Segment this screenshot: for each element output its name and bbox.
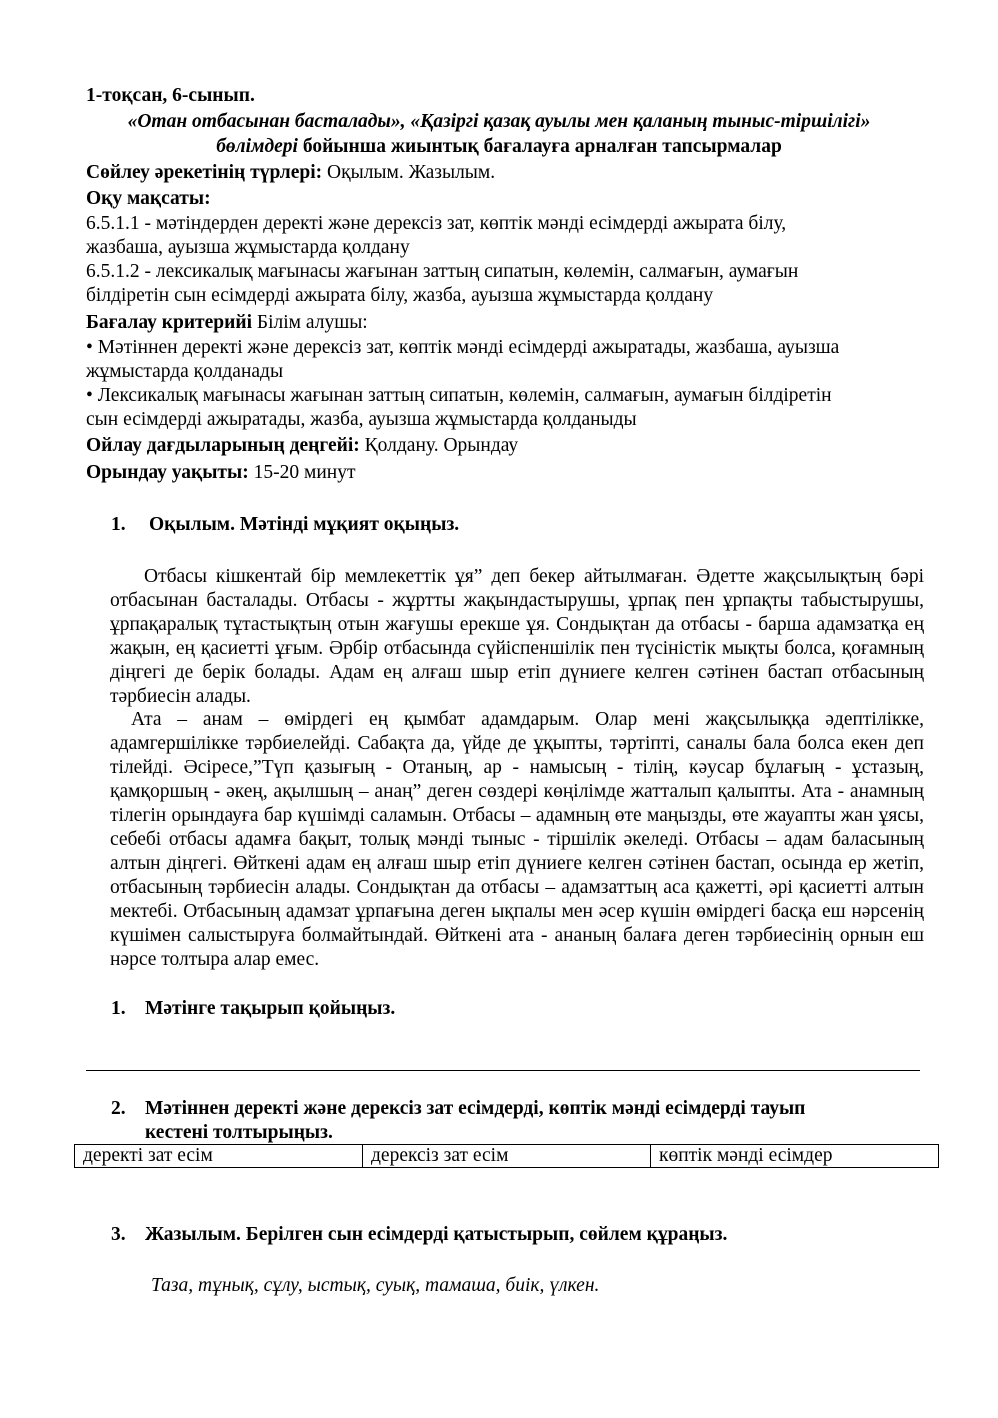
task-title-text: Мәтінге тақырып қойыңыз. xyxy=(145,998,396,1019)
subtitle-rest: бойынша жиынтық бағалауға арналған тапсырмалар xyxy=(297,136,782,157)
column-concrete-nouns[interactable]: деректі зат есім xyxy=(75,1145,363,1168)
speech-value: Оқылым. Жазылым. xyxy=(322,162,496,183)
criterion1-line2: жұмыстарда қолданады xyxy=(86,361,284,382)
task-table-title-line2: кестені толтырыңыз. xyxy=(145,1122,333,1143)
goal1-line2: жазбаша, ауызша жұмыстарда қолдану xyxy=(86,237,410,258)
document-subtitle xyxy=(0,135,998,159)
adjective-list: Таза, тұнық, сұлу, ыстық, суық, тамаша, биік, үлкен. xyxy=(151,1275,600,1296)
criterion2-line2: сын есімдерді ажыратады, жазба, ауызша жұмыстарда қолданыды xyxy=(86,409,637,430)
task-title-number: 1. xyxy=(111,998,126,1019)
task-reading-heading xyxy=(111,513,459,537)
time-label: Орындау уақыты: xyxy=(86,462,249,483)
task-table-title-line1: Мәтіннен деректі және дерексіз зат есімдерді, көптік мәнді есімдерді тауып xyxy=(145,1098,806,1119)
goal1-line1: 6.5.1.1 - мәтіндерден деректі және дерексіз зат, көптік мәнді есімдерді ажырата білу, xyxy=(86,213,787,234)
task-writing-heading xyxy=(111,1223,727,1247)
task-reading-number: 1. xyxy=(111,514,126,535)
criterion1-line1: • Мәтіннен деректі және дерексіз зат, көптік мәнді есімдерді ажыратады, жазбаша, ауызша xyxy=(86,337,840,358)
goal2-line1: 6.5.1.2 - лексикалық мағынасы жағынан заттың сипатын, көлемін, салмағын, аумағын xyxy=(86,261,799,282)
criteria-value: Білім алушы: xyxy=(252,312,368,333)
task-title-heading xyxy=(111,997,395,1021)
time-value: 15-20 минут xyxy=(248,462,356,483)
criteria-label: Бағалау критерийі xyxy=(86,312,253,333)
goals-heading: Оқу мақсаты: xyxy=(86,188,211,209)
column-abstract-nouns[interactable]: дерексіз зат есім xyxy=(363,1145,651,1168)
criteria xyxy=(86,311,368,335)
subtitle-italic: бөлімдері xyxy=(216,136,298,157)
task-table-heading xyxy=(111,1097,805,1121)
thinking-level xyxy=(86,434,518,458)
thinking-value: Қолдану. Орындау xyxy=(359,435,519,456)
goal2-line2: білдіретін сын есімдерді ажырата білу, жазба, ауызша жұмыстарда қолдану xyxy=(86,285,714,306)
thinking-label: Ойлау дағдыларының деңгейі: xyxy=(86,435,360,456)
task-writing-number: 3. xyxy=(111,1224,126,1245)
task-writing-title: Жазылым. Берілген сын есімдерді қатыстырып, сөйлем құраңыз. xyxy=(145,1224,728,1245)
speech-types xyxy=(86,161,495,185)
task-reading-title: Оқылым. Мәтінді мұқият оқыңыз. xyxy=(149,514,460,535)
column-plural-nouns[interactable]: көптік мәнді есімдер xyxy=(651,1145,939,1168)
noun-table xyxy=(74,1144,939,1168)
answer-line[interactable] xyxy=(86,1070,920,1071)
reading-paragraph-1: Отбасы кішкентай бір мемлекеттік ұя” деп бекер айтылмаған. Әдетте жақсылықтың бәрі отбасынан басталады. Отбасы - жұртты жақындастырушы, ұрпақ пен ұрпақты табыстырушы, ұрпақаралық тұтастықтың отын жағушы ерекше ұя. Сондықтан да отбасы - барша адамзатқа ең жақын, ең қасиетті ұғым. Әрбір отбасында сүйіспеншілік пен түсіністік мықты болса, қоғамның діңгегі де берік болады. Адам ең алғаш шыр етіп дүниеге келген сәтінен бастап отбасының тәрбиесін алады. xyxy=(110,566,924,707)
reading-paragraph-2: Ата – анам – өмірдегі ең қымбат адамдарым. Олар мені жақсылыққа әдептілікке, адамгершілікке тәрбиелейді. Сабақта да, үйде де ұқыпты, тәртіпті, саналы бала болса екен деп тілейді. Әсіресе,”Түп қазығың - Отаның, ар - намысың - тілің, кәусар бұлағың - ұстазың, қамқоршың - әкең, ақылшың – анаң” деген сөздері көңілімде жатталып қалыпты. Ата - анамның тілегін орындауға бар күшімді саламын. Отбасы – адамның өте маңызды, өте жауапты жан ұясы, себебі отбасы адамға бақыт, толық мәнді тыныс - тіршілік әкеледі. Отбасы – адам баласының алтын діңгегі. Өйткені адам ең алғаш шыр етіп дүниеге келген сәтінен бастап, осында ер жетіп, отбасының тәрбиесін алады. Сондықтан да отбасы – адамзаттың аса қажетті, әрі қасиетті алтын мектебі. Отбасының адамзат ұрпағына деген ықпалы мен әсер күшін өмірдегі басқа еш нәрсенің күшімен салыстыруға болмайтындай. Өйткені ата - ананың балаға деген тәрбиесінің орнын еш нәрсе толтыра алар емес. xyxy=(110,709,924,970)
table-header-row xyxy=(75,1145,939,1168)
task-table-number: 2. xyxy=(111,1098,126,1119)
completion-time xyxy=(86,461,355,485)
speech-label: Сөйлеу әрекетінің түрлері: xyxy=(86,162,323,183)
document-title: «Отан отбасынан басталады», «Қазіргі қазақ ауылы мен қаланың тыныс-тіршілігі» xyxy=(127,111,871,132)
term-grade: 1-тоқсан, 6-сынып. xyxy=(86,85,255,106)
reading-text xyxy=(110,565,924,971)
criterion2-line1: • Лексикалық мағынасы жағынан заттың сипатын, көлемін, салмағын, аумағын білдіретін xyxy=(86,385,832,406)
